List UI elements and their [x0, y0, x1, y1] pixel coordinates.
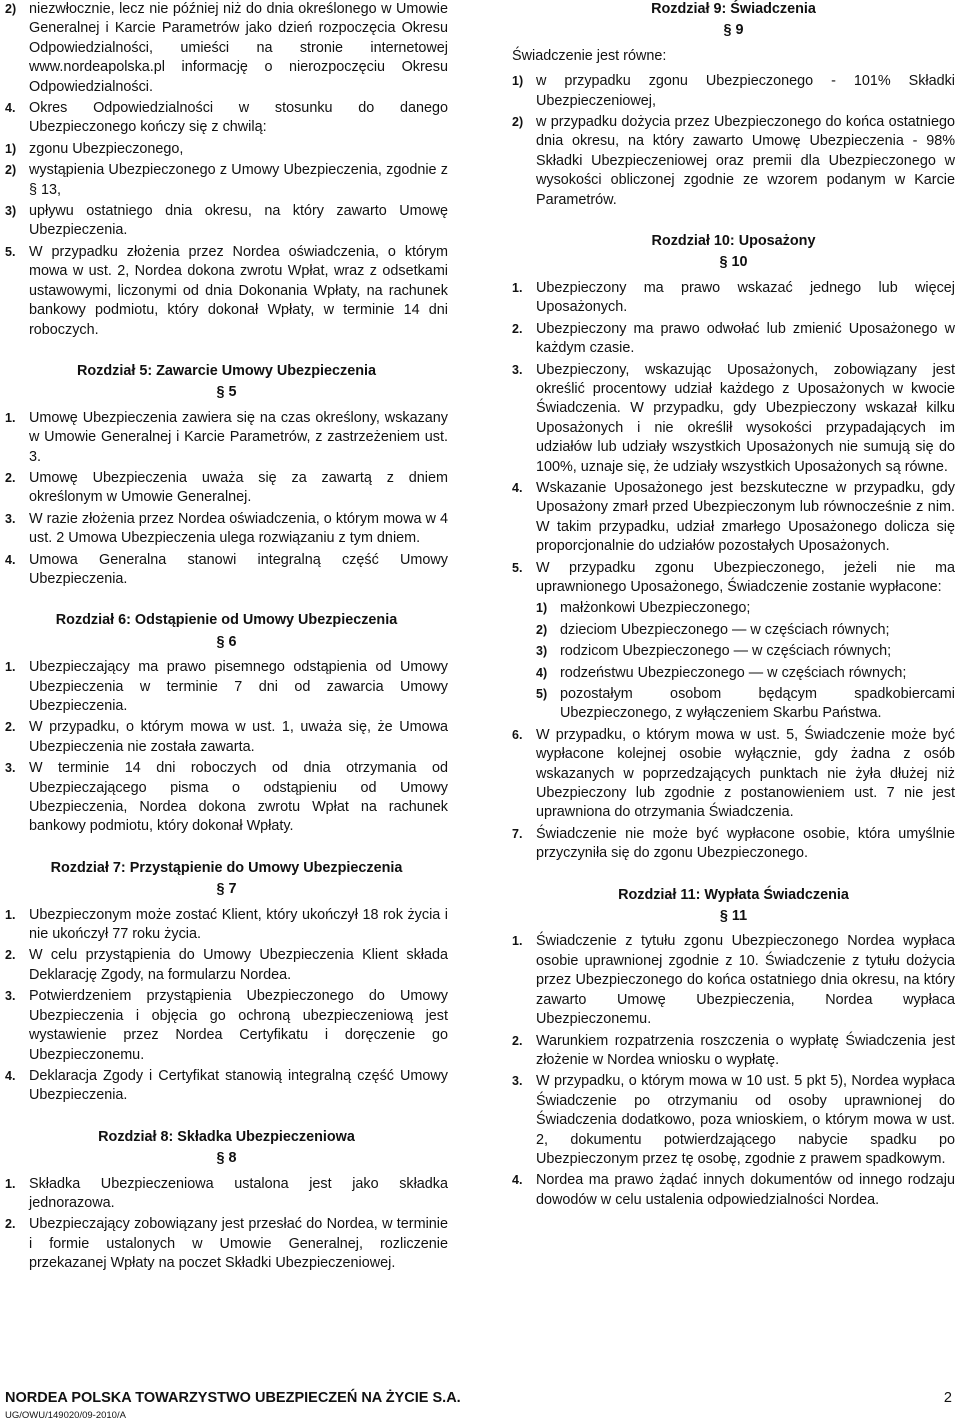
paragraph: Świadczenie jest równe:: [512, 47, 667, 64]
list-item: 3. W przypadku, o którym mowa w 10 ust. 5 pkt 5), Nordea wypłaca Świadczenie po otrzymaniu od osoby uprawnionej do Świadczenia dodatkowo, poza wnioskiem, o którym mowa w ust. 2, dokumentu potwierdzającego nabycie spadku po Ubezpieczonym przez tę osobę, zgodnie z prawem spadkowym.: [512, 1073, 955, 1167]
chapter-title: Rozdział 8: Składka Ubezpieczeniowa: [98, 1128, 355, 1145]
section-number: § 9: [723, 22, 744, 39]
list-item: 1. Ubezpieczony ma prawo wskazać jednego lub więcej Uposażonych.: [512, 279, 955, 316]
list-item: 2) wystąpienia Ubezpieczonego z Umowy Ubezpieczenia, zgodnie z § 13,: [5, 162, 448, 198]
list-item: 1) w przypadku zgonu Ubezpieczonego - 101% Składki Ubezpieczeniowej,: [512, 73, 955, 109]
left-column: [5, 0, 448, 1276]
list-item: 2) dzieciom Ubezpieczonego — w częściach równych;: [536, 621, 890, 638]
list-item: 5. W przypadku złożenia przez Nordea oświadczenia, o którym mowa w ust. 2, Nordea dokona zwrotu Wpłat, wraz z odsetkami ustawowymi, liczonymi od dnia Dokonania Wpłaty, na rachunek bankowy podmiotu, który dokonał Wpłaty, w terminie 14 dni roboczych.: [5, 243, 448, 338]
list-item: 4. Deklaracja Zgody i Certyfikat stanowią integralną część Umowy Ubezpieczenia.: [5, 1067, 448, 1104]
list-item: 2) w przypadku dożycia przez Ubezpieczonego do końca ostatniego dnia okresu, na który zawarto Umowę Ubezpieczenia - 98% Składki Ubezpieczeniowej oraz premii dla Ubezpieczonego w wysokości obliczonej zgodnie ze wzorem podanym w Karcie Parametrów.: [512, 114, 955, 208]
list-item: 4) rodzeństwu Ubezpieczonego — w częściach równych;: [536, 664, 907, 681]
list-item: 3) rodzicom Ubezpieczonego — w częściach równych;: [536, 643, 892, 660]
list-item: 4. Umowa Generalna stanowi integralną część Umowy Ubezpieczenia.: [5, 551, 448, 587]
list-item: 4. Okres Odpowiedzialności w stosunku do danego Ubezpieczonego kończy się z chwilą:: [5, 100, 448, 136]
list-item: 2) niezwłocznie, lecz nie później niż do dnia określonego w Umowie Generalnej i Karcie Parametrów jako dzień rozpoczęcia Okresu Odpowiedzialności, umieści na stronie internetowej www.nordeapolska.pl informację o nierozpoczęciu Okresu Odpowiedzialności.: [5, 1, 448, 95]
list-item: 3. Ubezpieczony, wskazując Uposażonych, zobowiązany jest określić procentowy udział każdego z Uposażonych w kwocie Świadczenia. W przypadku, gdy Ubezpieczony wskazał kilku Uposażonych i nie określił wysokości przypadających im udziałów lub udziały wszystkich Uposażonych nie sumują się do 100%, uznaje się, że udziały wszystkich Uposażonych są równe.: [512, 361, 955, 475]
list-item: 2. W celu przystąpienia do Umowy Ubezpieczenia Klient składa Deklarację Zgody, na formularzu Nordea.: [5, 947, 448, 983]
list-item: 1. Umowę Ubezpieczenia zawiera się na czas określony, wskazany w Umowie Generalnej i Karcie Parametrów, z zastrzeżeniem ust. 3.: [5, 409, 448, 465]
chapter-title: Rozdział 9: Świadczenia: [651, 1, 816, 17]
list-item: 5) pozostałym osobom będącym spadkobiercami Ubezpieczonego, z wyłączeniem Skarbu Państwa.: [536, 686, 955, 722]
list-item: 3. W terminie 14 dni roboczych od dnia otrzymania od Ubezpieczającego pisma o odstąpieniu od Umowy Ubezpieczenia, Nordea dokona zwrotu Wpłat na rachunek bankowy podmiotu, który dokonał Wpłaty.: [5, 760, 448, 835]
list-item: 2. Warunkiem rozpatrzenia roszczenia o wypłatę Świadczenia jest złożenie w Nordea wniosku o wypłatę.: [512, 1032, 955, 1068]
list-item: 4. Wskazanie Uposażonego jest bezskuteczne w przypadku, gdy Uposażony zmarł przed Ubezpieczonym lub równocześnie z nim. W takim przypadku, udział zmarłego Uposażonego dolicza się proporcjonalnie do udziałów pozostałych Uposażonych.: [512, 479, 955, 555]
section-number: § 8: [216, 1150, 237, 1167]
list-item: 3. Potwierdzeniem przystąpienia Ubezpieczonego do Umowy Ubezpieczenia i objęcia go ochroną ubezpieczeniową jest wystawienie przez Nordea Certyfikatu i doręczenie go Ubezpieczonemu.: [5, 988, 448, 1063]
list-item: 1. Ubezpieczający ma prawo pisemnego odstąpienia od Umowy Ubezpieczenia w terminie 7 dni od zawarcia Umowy Ubezpieczenia.: [5, 659, 448, 714]
chapter-title: Rozdział 6: Odstąpienie od Umowy Ubezpieczenia: [55, 612, 398, 629]
list-item: 1. Świadczenie z tytułu zgonu Ubezpieczonego Nordea wypłaca osobie uprawnionej zgodnie z 10. Świadczenie z tytułu dożycia przez Ubezpieczonego do końca ostatniego dnia okresu, na który zawarto Umowę Ubezpieczenia, Nordea wypłaca Ubezpieczonemu.: [512, 933, 955, 1028]
section-number: § 7: [216, 881, 237, 898]
section-number: § 11: [719, 908, 748, 925]
list-item: 4. Nordea ma prawo żądać innych dokumentów od innego rodzaju dowodów w celu ustalenia odpowiedzialności Nordea.: [512, 1172, 955, 1208]
list-item: 3) upływu ostatniego dnia okresu, na który zawarto Umowę Ubezpieczenia.: [5, 203, 448, 239]
page-number: 2: [943, 1390, 952, 1406]
list-item: 7. Świadczenie nie może być wypłacone osobie, która umyślnie przyczyniła się do zgonu Ubezpieczonego.: [512, 825, 955, 862]
chapter-title: Rozdział 10: Uposażony: [651, 233, 816, 250]
list-item: 2. Umowę Ubezpieczenia uważa się za zawartą z dniem określonym w Umowie Generalnej.: [5, 469, 448, 506]
right-column: [512, 0, 955, 1212]
list-item: 1) małżonkowi Ubezpieczonego;: [536, 600, 751, 617]
footer-company-name: NORDEA POLSKA TOWARZYSTWO UBEZPIECZEŃ NA ŻYCIE S.A.: [5, 1390, 461, 1406]
chapter-title: Rozdział 7: Przystąpienie do Umowy Ubezpieczenia: [50, 859, 403, 876]
list-item: 2. Ubezpieczony ma prawo odwołać lub zmienić Uposażonego w każdym czasie.: [512, 320, 955, 357]
section-number: § 10: [719, 254, 748, 271]
footer-document-code: UG/OWU/149020/09-2010/A: [5, 1410, 126, 1421]
list-item: 1. Ubezpieczonym może zostać Klient, który ukończył 18 rok życia i nie ukończył 77 roku życia.: [5, 906, 448, 943]
list-item: 3. W razie złożenia przez Nordea oświadczenia, o którym mowa w 4 ust. 2 Umowa Ubezpieczenia ulega rozwiązaniu z tym dniem.: [5, 510, 448, 547]
section-number: § 6: [216, 633, 237, 650]
list-item: 1. Składka Ubezpieczeniowa ustalona jest jako składka jednorazowa.: [5, 1175, 448, 1211]
chapter-title: Rozdział 5: Zawarcie Umowy Ubezpieczenia: [76, 362, 377, 379]
list-item: 1) zgonu Ubezpieczonego,: [5, 140, 184, 157]
list-item: 5. W przypadku zgonu Ubezpieczonego, jeżeli nie ma uprawnionego Uposażonego, Świadczenie zostanie wypłacone:: [512, 559, 955, 595]
list-item: 2. W przypadku, o którym mowa w ust. 1, uważa się, że Umowa Ubezpieczenia nie została zawarta.: [5, 719, 448, 755]
chapter-title: Rozdział 11: Wypłata Świadczenia: [618, 886, 849, 903]
section-number: § 5: [216, 384, 237, 401]
list-item: 6. W przypadku, o którym mowa w ust. 5, Świadczenie może być wypłacone kolejnej osobie wyłącznie, gdy żadna z osób wskazanych w poprzedzających punktach nie żyła dłużej niż Ubezpieczony lub zgodnie z postanowieniem ust. 7 nie jest uprawniona do otrzymania Świadczenia.: [512, 726, 955, 821]
list-item: 2. Ubezpieczający zobowiązany jest przesłać do Nordea, w terminie i formie ustalonych w Umowie Generalnej, rozliczenie przekazanej Wpłaty na poczet Składki Ubezpieczeniowej.: [5, 1216, 448, 1272]
